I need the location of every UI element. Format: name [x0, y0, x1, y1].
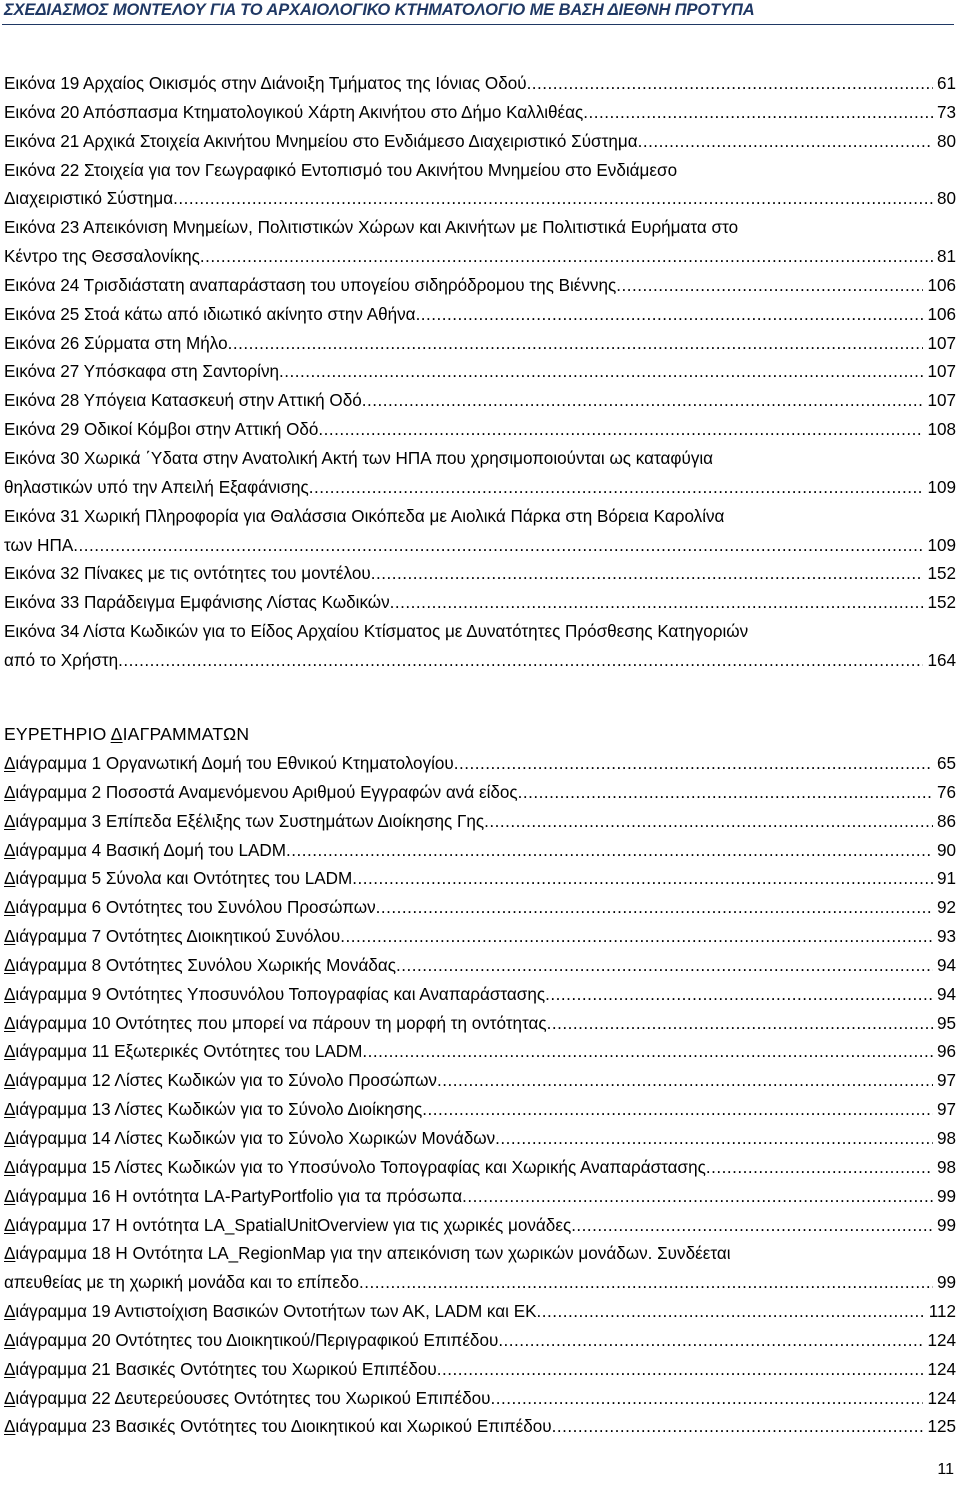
toc-entry-text: Εικόνα 30 Χωρικά ΄Υδατα στην Ανατολική Ακτή των ΗΠΑ που χρησιμοποιούνται ως καταφύγια [4, 448, 714, 468]
toc-entry-text: Εικόνα 27 Υπόσκαφα στη Σαντορίνη [4, 362, 280, 382]
toc-entry-text: Εικόνα 21 Αρχικά Στοιχεία Ακινήτου Μνημείου στο Ενδιάμεσο Διαχειριστικό Σύστημα [4, 131, 638, 151]
diagram-entry[interactable] [4, 1067, 956, 1096]
toc-entry-text [4, 1183, 462, 1212]
toc-entry-line [4, 923, 956, 952]
figure-entry[interactable] [4, 128, 956, 157]
diagram-entry[interactable] [4, 1356, 956, 1385]
dot-leader [318, 416, 923, 445]
toc-entry-label: ιάγραμμα 23 Βασικές Οντότητες του Διοικητικού και Χωρικού Επιπέδου [15, 1417, 552, 1437]
dot-leader [552, 1413, 924, 1442]
toc-page-number: 61 [936, 74, 956, 93]
page-number: 11 [937, 1461, 954, 1478]
diagram-entry[interactable] [4, 923, 956, 952]
toc-entry-line [4, 952, 956, 981]
figure-entry[interactable] [4, 445, 956, 503]
toc-entry-initial: Δ [4, 1128, 16, 1148]
diagrams-index-title [4, 724, 249, 745]
toc-entry-line [4, 301, 956, 330]
toc-page-number: 80 [936, 131, 956, 151]
toc-entry-initial: Δ [4, 754, 16, 773]
toc-entry-text [4, 779, 518, 808]
figure-entry[interactable] [4, 301, 956, 330]
toc-page-number: 81 [936, 247, 956, 267]
toc-entry-line [4, 1298, 956, 1327]
toc-entry-label: ιάγραμμα 15 Λίστες Κωδικών για το Υποσύνολο Τοπογραφίας και Χωρικής Αναπαράστασης [15, 1157, 706, 1177]
dot-leader [518, 779, 933, 808]
figure-entry[interactable] [4, 214, 956, 272]
toc-entry-line [4, 560, 956, 589]
figure-entry[interactable] [4, 272, 956, 301]
toc-entry-initial: Δ [4, 1359, 16, 1379]
toc-entry-text [4, 1298, 537, 1327]
toc-entry-initial: Δ [4, 1302, 16, 1322]
toc-entry-text: Εικόνα 24 Τρισδιάστατη αναπαράσταση του υπογείου σιδηρόδρομου της Βιέννης [4, 275, 617, 295]
toc-entry-line [4, 1240, 956, 1269]
toc-entry-line [4, 894, 956, 923]
diagram-entry[interactable] [4, 1010, 956, 1039]
toc-entry-text: Εικόνα 33 Παράδειγμα Εμφάνισης Λίστας Κωδικών [4, 593, 390, 613]
toc-entry-label: ιάγραμμα 6 Οντότητες του Συνόλου Προσώπων [15, 898, 376, 918]
toc-entry-label: ιάγραμμα 17 Η οντότητα LA_SpatialUnitOverview για τις χωρικές μονάδες [15, 1215, 572, 1235]
toc-entry-line [4, 532, 956, 561]
toc-page-number: 65 [936, 754, 956, 773]
toc-entry-label: ιάγραμμα 18 Η Οντότητα LA_RegionMap για την απεικόνιση των χωρικών μονάδων. Συνδέεται [15, 1244, 731, 1264]
dot-leader [362, 1038, 933, 1067]
diagram-entry[interactable] [4, 952, 956, 981]
toc-entry-label: ιάγραμμα 7 Οντότητες Διοικητικού Συνόλου [15, 927, 341, 947]
toc-page-number: 112 [928, 1302, 956, 1322]
toc-page-number: 99 [936, 1186, 956, 1206]
toc-entry-text [4, 1385, 490, 1414]
toc-entry-text [4, 1154, 706, 1183]
dot-leader [286, 837, 933, 866]
toc-page-number: 152 [927, 564, 956, 584]
toc-page-number: 97 [936, 1100, 956, 1120]
toc-page-number: 94 [936, 955, 956, 975]
toc-entry-line [4, 474, 956, 503]
toc-entry-text [4, 1096, 422, 1125]
toc-entry-text: Εικόνα 32 Πίνακες με τις οντότητες του μοντέλου [4, 564, 371, 584]
figure-entry[interactable] [4, 560, 956, 589]
toc-entry-line [4, 70, 956, 99]
toc-entry-text [4, 1067, 437, 1096]
figure-entry[interactable] [4, 99, 956, 128]
dot-leader [376, 894, 933, 923]
dot-leader [437, 1356, 924, 1385]
toc-entry-initial: Δ [4, 927, 16, 947]
dot-leader [422, 1096, 933, 1125]
dot-leader [340, 923, 933, 952]
toc-entry-line [4, 503, 956, 532]
dot-leader [437, 1067, 933, 1096]
toc-page-number: 98 [936, 1128, 956, 1148]
toc-entry-initial: Δ [4, 1042, 16, 1062]
toc-entry-line [4, 1385, 956, 1414]
toc-entry-initial: Δ [4, 1244, 16, 1264]
toc-entry-label: ιάγραμμα 19 Αντιστοίχιση Βασικών Οντοτήτων των ΑΚ, LADM και ΕΚ [15, 1302, 537, 1322]
diagrams-title-rest: ΙΑΓΡΑΜΜΑΤΩΝ [122, 724, 250, 744]
toc-page-number: 90 [936, 840, 956, 860]
toc-entry-text: Εικόνα 28 Υπόγεια Κατασκευή στην Αττική Οδό [4, 391, 362, 411]
dot-leader [200, 243, 933, 272]
toc-page-number: 98 [936, 1157, 956, 1177]
toc-entry-line [4, 387, 956, 416]
dot-leader [545, 981, 933, 1010]
diagram-entry[interactable] [4, 837, 956, 866]
toc-entry-text [4, 865, 352, 894]
toc-entry-label: ιάγραμμα 5 Σύνολα και Οντότητες του LADM [15, 869, 353, 889]
toc-entry-text: Εικόνα 29 Οδικοί Κόμβοι στην Αττική Οδό [4, 420, 319, 440]
toc-page-number: 76 [936, 782, 956, 802]
figure-entry[interactable] [4, 589, 956, 618]
dot-leader [490, 1385, 923, 1414]
header-divider [2, 24, 954, 25]
toc-entry-label: ιάγραμμα 4 Βασική Δομή του LADM [15, 840, 286, 860]
toc-entry-line [4, 618, 956, 647]
figure-entry[interactable] [4, 358, 956, 387]
diagram-entry[interactable] [4, 1038, 956, 1067]
toc-entry-line [4, 416, 956, 445]
toc-entry-text [4, 1010, 547, 1039]
toc-page-number: 109 [927, 477, 956, 497]
dot-leader [706, 1154, 933, 1183]
diagram-entry[interactable] [4, 1125, 956, 1154]
toc-entry-line [4, 243, 956, 272]
diagram-entry[interactable] [4, 779, 956, 808]
toc-entry-text: Εικόνα 19 Αρχαίος Οικισμός στην Διάνοιξη Τμήματος της Ιόνιας Οδού [4, 74, 527, 93]
dot-leader [498, 1327, 923, 1356]
toc-page-number: 107 [927, 362, 956, 382]
dot-leader [527, 70, 933, 99]
toc-entry-text: Διαχειριστικό Σύστημα [4, 189, 174, 209]
toc-entry-text: Εικόνα 34 Λίστα Κωδικών για το Είδος Αρχαίου Κτίσματος με Δυνατότητες Πρόσθεσης Κατηγοριών [4, 622, 749, 642]
dot-leader [173, 185, 933, 214]
toc-entry-initial: Δ [4, 869, 16, 889]
figures-index [4, 70, 956, 676]
diagram-entry[interactable] [4, 750, 956, 779]
toc-entry-initial: Δ [4, 1100, 16, 1120]
toc-entry-initial: Δ [4, 1013, 16, 1033]
toc-entry-text [4, 894, 376, 923]
document-title: ΣΧΕΔΙΑΣΜΟΣ ΜΟΝΤΕΛΟΥ ΓΙΑ ΤΟ ΑΡΧΑΙΟΛΟΓΙΚΟ ΚΤΗΜΑΤΟΛΟΓΙΟ ΜΕ ΒΑΣΗ ΔΙΕΘΝΗ ΠΡΟΤΥΠΑ [4, 1, 755, 19]
toc-page-number: 107 [927, 333, 956, 353]
dot-leader [537, 1298, 925, 1327]
toc-page-number: 164 [927, 650, 956, 670]
toc-entry-line [4, 1125, 956, 1154]
toc-entry-text: Εικόνα 20 Απόσπασμα Κτηματολογικού Χάρτη Ακινήτου στο Δήμο Καλλιθέας [4, 102, 584, 122]
toc-page-number: 86 [936, 811, 956, 831]
figure-entry[interactable] [4, 387, 956, 416]
toc-entry-label: ιάγραμμα 2 Ποσοστά Αναμενόμενου Αριθμού Εγγραφών ανά είδος [15, 782, 518, 802]
dot-leader [279, 358, 923, 387]
dot-leader [352, 865, 933, 894]
toc-entry-initial: Δ [4, 811, 16, 831]
toc-entry-initial: Δ [4, 782, 16, 802]
toc-entry-line [4, 1010, 956, 1039]
toc-entry-label: ιάγραμμα 1 Οργανωτική Δομή του Εθνικού Κτηματολογίου [15, 754, 454, 773]
toc-entry-line [4, 981, 956, 1010]
toc-entry-text [4, 923, 340, 952]
dot-leader [583, 99, 933, 128]
dot-leader [638, 128, 933, 157]
toc-page-number: 124 [927, 1359, 956, 1379]
diagram-entry[interactable] [4, 1212, 956, 1241]
toc-page-number: 106 [927, 304, 956, 324]
diagrams-title-prefix: ΕΥΡΕΤΗΡΙΟ [4, 724, 111, 744]
dot-leader [390, 589, 924, 618]
toc-entry-line [4, 779, 956, 808]
toc-entry-line [4, 750, 956, 779]
toc-entry-line [4, 185, 956, 214]
diagram-entry[interactable] [4, 894, 956, 923]
dot-leader [362, 387, 924, 416]
dot-leader [396, 952, 933, 981]
toc-page-number: 73 [936, 102, 956, 122]
toc-entry-text [4, 981, 545, 1010]
toc-entry-text [4, 1413, 552, 1442]
running-header [0, 0, 960, 32]
toc-entry-line [4, 330, 956, 359]
toc-entry-text [4, 837, 286, 866]
toc-entry-line [4, 808, 956, 837]
diagram-entry[interactable] [4, 1298, 956, 1327]
toc-entry-text [4, 1244, 731, 1263]
toc-page-number: 91 [936, 869, 956, 889]
toc-page-number: 80 [936, 189, 956, 209]
dot-leader [359, 1269, 933, 1298]
toc-page-number: 108 [927, 420, 956, 440]
toc-entry-text [4, 952, 396, 981]
dot-leader [547, 1010, 933, 1039]
toc-entry-text: Εικόνα 26 Σύρματα στη Μήλο [4, 333, 228, 353]
toc-entry-initial: Δ [4, 1215, 16, 1235]
figure-entry[interactable] [4, 618, 956, 676]
toc-entry-label: ιάγραμμα 13 Λίστες Κωδικών για το Σύνολο Διοίκησης [15, 1100, 423, 1120]
diagrams-index [4, 750, 956, 1442]
toc-entry-line [4, 358, 956, 387]
figure-entry[interactable] [4, 330, 956, 359]
diagram-entry[interactable] [4, 865, 956, 894]
toc-entry-line [4, 1067, 956, 1096]
toc-entry-label: ιάγραμμα 14 Λίστες Κωδικών για το Σύνολο Χωρικών Μονάδων [15, 1128, 496, 1148]
toc-entry-line [4, 99, 956, 128]
figure-entry[interactable] [4, 70, 956, 99]
toc-entry-text [4, 750, 454, 779]
toc-page-number: 107 [927, 391, 956, 411]
toc-entry-line [4, 1356, 956, 1385]
toc-entry-text: Εικόνα 22 Στοιχεία για τον Γεωγραφικό Εντοπισμό του Ακινήτου Μνημείου στο Ενδιάμεσο [4, 160, 678, 180]
toc-entry-text [4, 1356, 437, 1385]
toc-page-number: 93 [936, 927, 956, 947]
toc-entry-line [4, 1154, 956, 1183]
toc-page-number: 94 [936, 984, 956, 1004]
toc-entry-label: ιάγραμμα 21 Βασικές Οντότητες του Χωρικού Επιπέδου [15, 1359, 437, 1379]
toc-entry-text [4, 1212, 571, 1241]
toc-entry-text [4, 808, 484, 837]
toc-page-number: 124 [927, 1330, 956, 1350]
toc-entry-label: ιάγραμμα 10 Οντότητες που μπορεί να πάρουν τη μορφή τη οντότητας [15, 1013, 547, 1033]
toc-page-number: 96 [936, 1042, 956, 1062]
toc-page-number: 97 [936, 1071, 956, 1091]
toc-entry-text: Εικόνα 23 Απεικόνιση Μνημείων, Πολιτιστικών Χώρων και Ακινήτων με Πολιτιστικά Ευρήματα στο [4, 218, 739, 238]
figure-entry[interactable] [4, 503, 956, 561]
toc-entry-label: ιάγραμμα 12 Λίστες Κωδικών για το Σύνολο Προσώπων [15, 1071, 437, 1091]
dot-leader [228, 330, 924, 359]
diagram-entry[interactable] [4, 981, 956, 1010]
toc-entry-initial: Δ [4, 1330, 16, 1350]
toc-entry-line [4, 1327, 956, 1356]
toc-entry-line [4, 272, 956, 301]
toc-entry-initial: Δ [4, 984, 16, 1004]
toc-entry-initial: Δ [4, 840, 16, 860]
toc-entry-text: θηλαστικών υπό την Απειλή Εξαφάνισης [4, 477, 309, 497]
toc-entry-line [4, 865, 956, 894]
toc-page-number: 152 [927, 593, 956, 613]
dot-leader [416, 301, 924, 330]
toc-entry-text [4, 1038, 362, 1067]
dot-leader [371, 560, 924, 589]
toc-entry-text: Εικόνα 25 Στοά κάτω από ιδιωτικό ακίνητο στην Αθήνα [4, 304, 416, 324]
diagram-entry[interactable] [4, 1385, 956, 1414]
diagram-entry[interactable] [4, 1413, 956, 1442]
toc-entry-text: απευθείας με τη χωρική μονάδα και το επίπεδο [4, 1273, 359, 1293]
toc-entry-label: ιάγραμμα 8 Οντότητες Συνόλου Χωρικής Μονάδας [15, 955, 396, 975]
toc-entry-initial: Δ [4, 955, 16, 975]
dot-leader [484, 808, 933, 837]
diagram-entry[interactable] [4, 1096, 956, 1125]
diagram-entry[interactable] [4, 1327, 956, 1356]
toc-entry-text [4, 1125, 495, 1154]
toc-page-number: 106 [927, 275, 956, 295]
toc-entry-text: Κέντρο της Θεσσαλονίκης [4, 247, 200, 267]
toc-entry-label: ιάγραμμα 22 Δευτερεύουσες Οντότητες του Χωρικού Επιπέδου [15, 1388, 491, 1408]
toc-entry-initial: Δ [4, 1157, 16, 1177]
toc-entry-text [4, 1327, 498, 1356]
toc-entry-initial: Δ [4, 1071, 16, 1091]
toc-page-number: 99 [936, 1273, 956, 1293]
toc-entry-text: από το Χρήστη [4, 650, 119, 670]
toc-entry-line [4, 1038, 956, 1067]
toc-entry-label: ιάγραμμα 11 Εξωτερικές Οντότητες του LADM [15, 1042, 363, 1062]
toc-entry-line [4, 214, 956, 243]
toc-entry-line [4, 1269, 956, 1298]
toc-entry-text: Εικόνα 31 Χωρική Πληροφορία για Θαλάσσια Οικόπεδα με Αιολικά Πάρκα στη Βόρεια Καρολίνα [4, 506, 725, 526]
toc-entry-label: ιάγραμμα 20 Οντότητες του Διοικητικού/Περιγραφικού Επιπέδου [15, 1330, 499, 1350]
diagrams-title-initial: Δ [110, 724, 123, 744]
toc-entry-line [4, 837, 956, 866]
diagram-entry[interactable] [4, 1240, 956, 1298]
toc-page-number: 92 [936, 898, 956, 918]
toc-page-number: 95 [936, 1013, 956, 1033]
dot-leader [118, 647, 923, 676]
toc-entry-text: των ΗΠΑ [4, 535, 74, 555]
figure-entry[interactable] [4, 416, 956, 445]
toc-entry-initial: Δ [4, 1388, 16, 1408]
toc-entry-line [4, 1183, 956, 1212]
dot-leader [73, 532, 923, 561]
dot-leader [571, 1212, 933, 1241]
toc-entry-initial: Δ [4, 898, 16, 918]
toc-entry-line [4, 445, 956, 474]
figure-entry[interactable] [4, 157, 956, 215]
toc-page-number: 99 [936, 1215, 956, 1235]
dot-leader [454, 750, 933, 779]
diagram-entry[interactable] [4, 1154, 956, 1183]
dot-leader [616, 272, 923, 301]
toc-entry-line [4, 1212, 956, 1241]
toc-entry-label: ιάγραμμα 3 Επίπεδα Εξέλιξης των Συστημάτων Διοίκησης Γης [15, 811, 485, 831]
toc-entry-initial: Δ [4, 1417, 16, 1437]
toc-entry-line [4, 128, 956, 157]
toc-entry-line [4, 1096, 956, 1125]
toc-page-number: 125 [927, 1417, 956, 1437]
toc-entry-line [4, 589, 956, 618]
toc-entry-line [4, 1413, 956, 1442]
dot-leader [462, 1183, 933, 1212]
toc-page-number: 124 [927, 1388, 956, 1408]
diagram-entry[interactable] [4, 808, 956, 837]
dot-leader [309, 474, 924, 503]
toc-entry-label: ιάγραμμα 9 Οντότητες Υποσυνόλου Τοπογραφίας και Αναπαράστασης [15, 984, 546, 1004]
toc-page-number: 109 [927, 535, 956, 555]
toc-entry-label: ιάγραμμα 16 Η οντότητα LA-PartyPortfolio για τα πρόσωπα [15, 1186, 463, 1206]
toc-entry-initial: Δ [4, 1186, 16, 1206]
diagram-entry[interactable] [4, 1183, 956, 1212]
dot-leader [495, 1125, 933, 1154]
toc-entry-line [4, 647, 956, 676]
toc-entry-line [4, 157, 956, 186]
